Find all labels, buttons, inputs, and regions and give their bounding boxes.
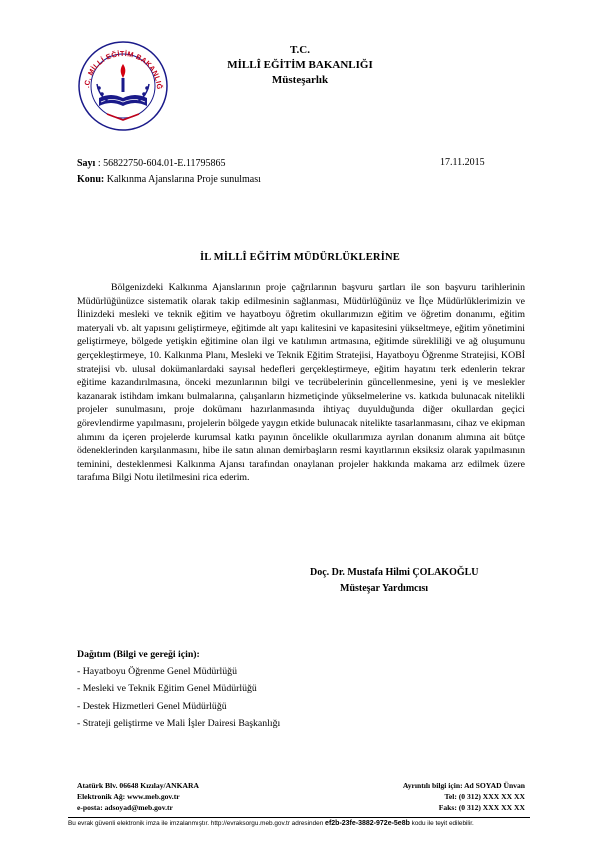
footer-tel: Tel: (0 312) XXX XX XX [444,792,525,801]
meb-logo [77,40,169,132]
distribution-item: - Destek Hizmetleri Genel Müdürlüğü [77,700,227,712]
distribution-heading: Dağıtım (Bilgi ve gereği için): [77,649,200,660]
konu-label: Konu: [77,174,105,185]
verification-prefix: Bu evrak güvenli elektronik imza ile imzalanmıştır. http://evraksorgu.meb.gov.tr adresinden [68,820,326,827]
svg-text:T.C. MİLLİ EĞİTİM BAKANLIĞI: .C. MİLLİ EĞİTİM BAKANLIĞ [82,48,165,90]
signer-name: Doç. Dr. Mustafa Hilmi ÇOLAKOĞLU [310,567,479,578]
footer-address-block [77,780,199,813]
header-ministry: MİLLÎ EĞİTİM BAKANLIĞI [227,59,373,71]
footer-website: Elektronik Ağ: www.meb.gov.tr [77,792,180,801]
footer-address: Atatürk Blv. 06648 Kızılay/ANKARA [77,781,199,790]
document-date: 17.11.2015 [440,157,485,168]
footer-divider [68,817,530,818]
distribution-item: - Mesleki ve Teknik Eğitim Genel Müdürlüğü [77,683,257,695]
footer-contact-block [380,780,525,813]
footer-fax: Faks: (0 312) XXX XX XX [438,803,525,812]
body-paragraph: Bölgenizdeki Kalkınma Ajanslarının proje çağrılarının başvuru şartları ile son başvuru tarihlerinin Müdürlüğünüzce sistematik olarak takip edilmesinin sağlanması, Müdürlüğünüz ve İlçe Müdürlüklerimizin ve İlinizdeki mesleki ve teknik eğitim ve hayatboyu öğretim okullarımızın eğitim ve öğretim donanımı, eğitim materyali vb. alt yapısını geliştirmeye, eğitimde alt yapı kalitesini ve kapasitesini yükseltmeye, eğitim yönetimini geliştirmeye, bölgede yetişkin eğitimine olan ilgi ve katılımın artmasına, eğitimde sürekliliği ve ağ oluşumunu gerçekleştirmeye, 10. Kalkınma Planı, Mesleki ve Teknik Eğitim Stratejisi, Hayatboyu Öğrenme Stratejisi, KOBİ stratejisi vb. ulusal dokümanlardaki sayısal hedefleri gerçekleştirmeye, eğitim hayatını terk edenlerin tekrar eğitime kazandırılmasına, önceki mezunlarının bilgi ve tecrübelerinin güncellenmesine, yeni iş ve meslekler kazanarak istihdam imkanı bulmalarına, çalışanların hizmetiçinde yükselmelerine vs. katkıda bulunacak nitelikli projeler sunulmasını, proje dokümanı hazırlanmasında ihtiyaç duyulduğunda diğer okullardan geçici görevlendirme yapılmasını, projelerin bölgede yaygın etkide bulunacak nitelikte tasarlanmasını, cihaz ve ekipman alımını da içeren projelerde kurumsal katkı payının öncelikle okullarımıza ayrılan donanım alımına ait bütçe ödeneklerinden karşılanmasını, hibe ile satın alınan demirbaşların resmi kayıtlarının eksiksiz olarak yapılmasının teminini, desteklenmesi Kalkınma Ajansı tarafından onaylanan projeler hakkında makama arz edilmek üzere tarafıma Bilgi Notu iletilmesini rica ederim. [77,282,525,484]
verification-note [68,819,548,828]
verification-suffix: kodu ile teyit edilebilir. [409,820,474,827]
header-department: Müsteşarlık [271,74,329,86]
distribution-item: - Strateji geliştirme ve Mali İşler Dairesi Başkanlığı [77,717,281,729]
footer-email: e-posta: adsoyad@meb.gov.tr [77,803,173,812]
footer-contact: Ayrıntılı bilgi için: Ad SOYAD Ünvan [402,781,525,790]
sayi-label: Sayı [77,158,96,169]
verification-code: ef2b-23fe-3882-972e-5e8b [325,820,410,827]
header-tc: T.C. [290,44,310,56]
konu-line [77,173,261,186]
signer-title: Müsteşar Yardımcısı [340,583,429,594]
addressee-title: İL MİLLÎ EĞİTİM MÜDÜRLÜKLERİNE [200,252,400,263]
distribution-list [77,646,280,732]
sayi-value: : 56822750-604.01-E.11795865 [97,158,226,169]
distribution-item: - Hayatboyu Öğrenme Genel Müdürlüğü [77,666,237,678]
konu-value: Kalkınma Ajanslarına Proje sunulması [104,174,261,185]
sayi-line [77,157,226,170]
